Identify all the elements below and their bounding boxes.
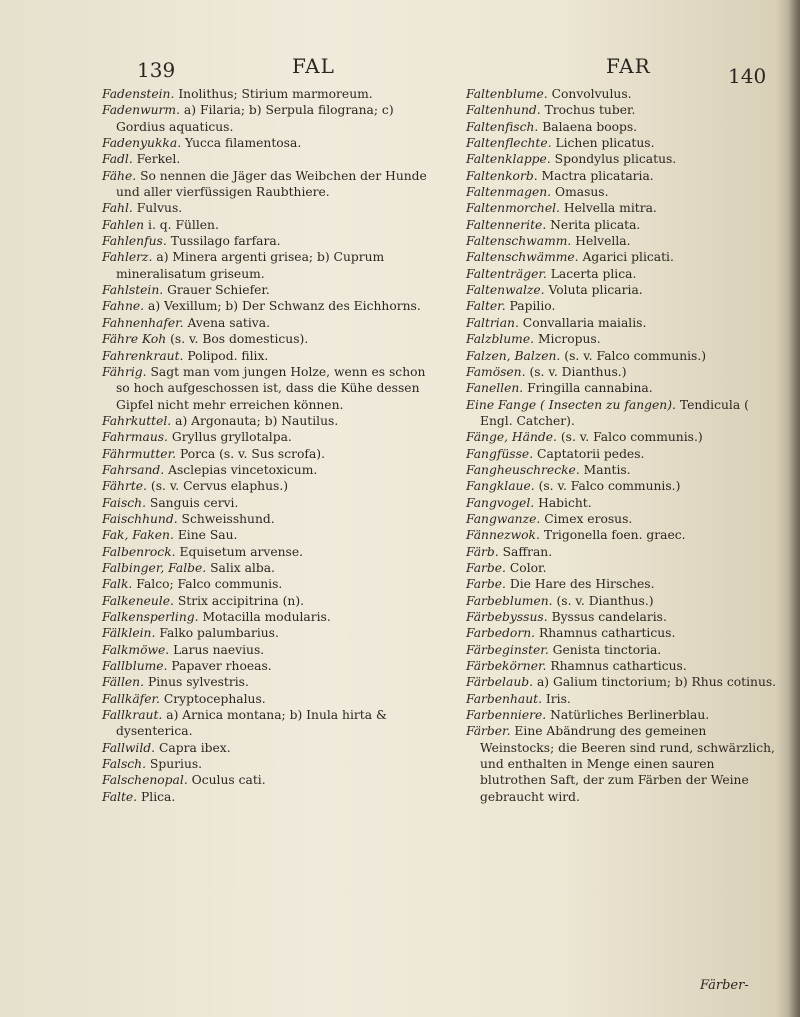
dictionary-entry: [466, 282, 784, 298]
dictionary-entry: [102, 495, 438, 511]
entry-definition: Schweisshund.: [181, 511, 275, 526]
dictionary-entry: [102, 168, 438, 201]
entry-definition: Equisetum arvense.: [179, 544, 304, 559]
dictionary-entry: [466, 119, 784, 135]
entry-definition: Grauer Schiefer.: [167, 283, 270, 298]
dictionary-entry: [102, 691, 438, 707]
entry-definition: (s. v. Falco communis.): [560, 430, 703, 445]
entry-definition: Yucca filamentosa.: [185, 136, 302, 151]
dictionary-entry: [102, 511, 438, 527]
entry-headword: Fallblume.: [102, 659, 168, 674]
dictionary-entry: [466, 560, 784, 576]
entry-headword: Fahrsand.: [102, 462, 165, 477]
dictionary-entry: [102, 413, 438, 429]
entry-headword: Farbenniere.: [466, 708, 547, 723]
entry-headword: Fährte.: [102, 479, 147, 494]
entry-headword: Fahlen: [102, 217, 145, 232]
dictionary-entry: [466, 249, 784, 265]
entry-headword: Falbenrock.: [102, 544, 176, 559]
entry-definition: (s. v. Cervus elaphus.): [150, 479, 289, 494]
entry-headword: Fadenstein.: [102, 87, 175, 101]
right-column: [466, 86, 784, 805]
entry-headword: Fangheuschrecke.: [466, 462, 580, 477]
dictionary-entry: [102, 527, 438, 543]
entry-headword: Falzen, Balzen.: [466, 348, 561, 363]
dictionary-entry: [102, 217, 438, 233]
catchword: Färber-: [700, 978, 749, 993]
dictionary-entry: [466, 233, 784, 249]
entry-definition: Saffran.: [502, 544, 553, 559]
dictionary-entry: [466, 298, 784, 314]
entry-headword: Fangfüsse.: [466, 446, 534, 461]
entry-definition: Habicht.: [538, 495, 592, 510]
dictionary-entry: [466, 511, 784, 527]
entry-headword: Faltenflechte.: [466, 136, 552, 151]
dictionary-entry: [466, 168, 784, 184]
entry-definition: Fulvus.: [136, 201, 183, 216]
running-head-left: FAL: [292, 54, 335, 78]
entry-headword: Fährig.: [102, 364, 147, 379]
entry-headword: Falbinger, Falbe.: [102, 560, 207, 575]
entry-headword: Falk.: [102, 577, 133, 592]
entry-definition: i. q. Füllen.: [148, 217, 219, 232]
entry-headword: Fadl.: [102, 152, 133, 167]
entry-headword: Faltenfisch.: [466, 119, 539, 134]
entry-headword: Fähre Koh: [102, 332, 167, 347]
entry-definition: Salix alba.: [210, 560, 275, 575]
entry-definition: Eine Sau.: [177, 528, 238, 543]
dictionary-entry: [466, 397, 784, 430]
dictionary-entry: [466, 723, 784, 805]
entry-definition: Sanguis cervi.: [149, 495, 239, 510]
dictionary-entry: [102, 364, 438, 413]
dictionary-entry: [102, 560, 438, 576]
dictionary-entry: [102, 593, 438, 609]
dictionary-entry: [102, 135, 438, 151]
entry-definition: Oculus cati.: [191, 773, 266, 788]
dictionary-entry: [466, 151, 784, 167]
entry-definition: Cryptocephalus.: [163, 691, 266, 706]
entry-definition: a) Argonauta; b) Nautilus.: [175, 413, 339, 428]
dictionary-entry: [102, 756, 438, 772]
entry-headword: Faltenblume.: [466, 87, 548, 101]
dictionary-entry: [102, 102, 438, 135]
entry-headword: Fahlenfus.: [102, 234, 167, 249]
entry-definition: Papilio.: [509, 299, 556, 314]
dictionary-entry: [102, 298, 438, 314]
entry-headword: Falte.: [102, 789, 138, 804]
entry-headword: Faltenhund.: [466, 103, 541, 118]
dictionary-entry: [466, 527, 784, 543]
dictionary-entry: [466, 331, 784, 347]
entry-definition: Micropus.: [537, 332, 601, 347]
entry-definition: Falko palumbarius.: [159, 626, 279, 641]
entry-headword: Fahnenhafer.: [102, 315, 184, 330]
entry-definition: Color.: [509, 560, 547, 575]
entry-definition: Mactra plicataria.: [541, 168, 654, 183]
dictionary-entry: [466, 495, 784, 511]
entry-definition: Spurius.: [149, 757, 203, 772]
entry-headword: Färbeginster.: [466, 642, 549, 657]
entry-definition: (s. v. Dianthus.): [556, 593, 654, 608]
entry-headword: Fährmutter.: [102, 446, 177, 461]
entry-definition: Larus naevius.: [173, 642, 265, 657]
dictionary-entry: [466, 642, 784, 658]
entry-headword: Faltenkorb.: [466, 168, 538, 183]
running-head-right: FAR: [606, 54, 651, 78]
entry-headword: Fällen.: [102, 675, 145, 690]
dictionary-entry: [102, 576, 438, 592]
dictionary-entry: [102, 249, 438, 282]
dictionary-entry: [466, 429, 784, 445]
entry-definition: Tendicula ( Engl. Catcher).: [480, 397, 749, 428]
entry-headword: Faischhund.: [102, 511, 178, 526]
entry-definition: Asclepias vincetoxicum.: [168, 462, 318, 477]
dictionary-entry: [102, 348, 438, 364]
entry-definition: (s. v. Bos domesticus).: [170, 332, 309, 347]
dictionary-entry: [102, 642, 438, 658]
entry-definition: Falco; Falco communis.: [136, 577, 283, 592]
dictionary-entry: [466, 217, 784, 233]
entry-definition: Helvella.: [575, 234, 631, 249]
entry-headword: Falzblume.: [466, 332, 535, 347]
dictionary-entry: [466, 184, 784, 200]
page-number-right: 140: [728, 64, 767, 88]
entry-definition: Trochus tuber.: [544, 103, 636, 118]
entry-definition: Mantis.: [583, 462, 631, 477]
entry-definition: Tussilago farfara.: [170, 234, 281, 249]
entry-definition: Omasus.: [555, 185, 609, 200]
entry-definition: Plica.: [141, 789, 176, 804]
left-column: [102, 86, 438, 805]
entry-definition: Die Hare des Hirsches.: [509, 577, 655, 592]
dictionary-entry: [466, 86, 784, 102]
entry-headword: Fangklaue.: [466, 479, 535, 494]
dictionary-entry: [466, 364, 784, 380]
entry-headword: Falter.: [466, 299, 506, 314]
entry-headword: Fahl.: [102, 201, 133, 216]
dictionary-entry: [102, 707, 438, 740]
entry-headword: Farbenhaut.: [466, 691, 542, 706]
entry-definition: a) Vexillum; b) Der Schwanz des Eichhorns.: [147, 299, 421, 314]
entry-headword: Färber.: [466, 724, 511, 739]
dictionary-entry: [466, 544, 784, 560]
dictionary-entry: [466, 691, 784, 707]
entry-headword: Fänge, Hände.: [466, 430, 557, 445]
entry-headword: Faisch.: [102, 495, 146, 510]
dictionary-entry: [466, 315, 784, 331]
entry-headword: Fadenyukka.: [102, 136, 182, 151]
entry-headword: Faltenmorchel.: [466, 201, 560, 216]
entry-headword: Fahlstein.: [102, 283, 164, 298]
entry-definition: a) Arnica montana; b) Inula hirta & dysenterica.: [116, 708, 387, 739]
entry-definition: Rhamnus catharticus.: [538, 626, 676, 641]
entry-definition: a) Minera argenti grisea; b) Cuprum mineralisatum griseum.: [116, 250, 385, 281]
entry-headword: Färb.: [466, 544, 499, 559]
entry-definition: Porca (s. v. Sus scrofa).: [179, 446, 325, 461]
entry-definition: Nerita plicata.: [550, 217, 641, 232]
entry-headword: Farbe.: [466, 560, 506, 575]
entry-headword: Faltenschwamm.: [466, 234, 572, 249]
entry-headword: Fanellen.: [466, 381, 524, 396]
entry-definition: Balaena boops.: [542, 119, 638, 134]
entry-definition: Natürliches Berlinerblau.: [550, 708, 710, 723]
entry-headword: Faltenmagen.: [466, 185, 552, 200]
entry-headword: Fangvogel.: [466, 495, 535, 510]
entry-headword: Fahlerz.: [102, 250, 153, 265]
entry-headword: Fahrkuttel.: [102, 413, 172, 428]
entry-definition: Lichen plicatus.: [555, 136, 655, 151]
entry-definition: Iris.: [545, 691, 571, 706]
entry-definition: Lacerta plica.: [550, 266, 637, 281]
dictionary-entry: [466, 348, 784, 364]
entry-definition: Captatorii pedes.: [537, 446, 645, 461]
dictionary-entry: [466, 135, 784, 151]
entry-headword: Fak, Faken.: [102, 528, 174, 543]
entry-headword: Faltenklappe.: [466, 152, 551, 167]
entry-headword: Famösen.: [466, 364, 526, 379]
dictionary-entry: [102, 789, 438, 805]
entry-headword: Faltrian.: [466, 315, 519, 330]
entry-definition: Sagt man vom jungen Holze, wenn es schon so hoch aufgeschossen ist, dass die Kühe dessen Gipfel nicht mehr erreichen können.: [116, 364, 426, 412]
dictionary-entry: [102, 429, 438, 445]
entry-definition: Convallaria maialis.: [522, 315, 647, 330]
entry-headword: Fännezwok.: [466, 528, 540, 543]
dictionary-entry: [466, 625, 784, 641]
entry-definition: Polipod. filix.: [187, 348, 269, 363]
entry-definition: (s. v. Falco communis.): [538, 479, 681, 494]
entry-headword: Falsch.: [102, 757, 146, 772]
dictionary-entry: [102, 86, 438, 102]
entry-definition: Helvella mitra.: [563, 201, 657, 216]
entry-definition: So nennen die Jäger das Weibchen der Hunde und aller vierfüssigen Raubthiere.: [116, 168, 427, 200]
dictionary-entry: [102, 772, 438, 788]
entry-definition: Motacilla modularis.: [202, 610, 331, 624]
entry-headword: Farbeblumen.: [466, 593, 553, 608]
dictionary-entry: [466, 658, 784, 674]
entry-definition: (s. v. Falco communis.): [564, 348, 707, 363]
page-edge: [788, 0, 800, 1017]
dictionary-entry: [466, 593, 784, 609]
entry-headword: Fallwild.: [102, 740, 156, 755]
entry-definition: Strix accipitrina (n).: [177, 593, 305, 608]
entry-definition: a) Galium tinctorium; b) Rhus cotinus.: [536, 675, 777, 690]
dictionary-entry: [102, 609, 438, 625]
entry-headword: Faltennerite.: [466, 217, 547, 232]
entry-headword: Fahrenkraut.: [102, 348, 184, 363]
entry-headword: Färbebyssus.: [466, 610, 548, 624]
entry-headword: Falkeneule.: [102, 593, 174, 608]
dictionary-entry: [466, 609, 784, 625]
entry-definition: Spondylus plicatus.: [554, 152, 677, 167]
dictionary-entry: [466, 200, 784, 216]
entry-definition: Convolvulus.: [551, 87, 632, 101]
entry-definition: a) Filaria; b) Serpula filograna; c) Gordius aquaticus.: [116, 103, 394, 134]
dictionary-entry: [102, 478, 438, 494]
dictionary-entry: [466, 266, 784, 282]
entry-definition: Cimex erosus.: [544, 511, 633, 526]
entry-headword: Faltenträger.: [466, 266, 547, 281]
entry-headword: Farbe.: [466, 577, 506, 592]
dictionary-entry: [466, 674, 784, 690]
dictionary-entry: [466, 446, 784, 462]
dictionary-entry: [102, 315, 438, 331]
entry-definition: Agarici plicati.: [582, 250, 674, 265]
entry-headword: Faltenwalze.: [466, 283, 545, 298]
dictionary-entry: [466, 478, 784, 494]
entry-headword: Fahne.: [102, 299, 145, 314]
dictionary-entry: [102, 233, 438, 249]
dictionary-entry: [466, 707, 784, 723]
entry-definition: (s. v. Dianthus.): [529, 364, 627, 379]
entry-definition: Gryllus gryllotalpa.: [171, 430, 292, 445]
entry-definition: Byssus candelaris.: [551, 610, 667, 624]
dictionary-entry: [102, 331, 438, 347]
dictionary-entry: [102, 625, 438, 641]
entry-definition: Avena sativa.: [187, 315, 270, 330]
entry-definition: Pinus sylvestris.: [147, 675, 249, 690]
entry-definition: Genista tinctoria.: [552, 642, 662, 657]
entry-definition: Rhamnus catharticus.: [550, 659, 687, 674]
entry-headword: Fälklein.: [102, 626, 156, 641]
entry-headword: Fallkraut.: [102, 708, 163, 723]
entry-headword: Färbelaub.: [466, 675, 534, 690]
dictionary-entry: [466, 380, 784, 396]
entry-headword: Eine Fange ( Insecten zu fangen).: [466, 397, 676, 412]
dictionary-entry: [466, 576, 784, 592]
entry-definition: Fringilla cannabina.: [527, 381, 653, 396]
entry-definition: Voluta plicaria.: [548, 283, 643, 298]
entry-definition: Inolithus; Stirium marmoreum.: [178, 87, 373, 101]
dictionary-entry: [102, 151, 438, 167]
entry-headword: Farbedorn.: [466, 626, 536, 641]
entry-definition: Ferkel.: [136, 152, 181, 167]
entry-headword: Falschenopal.: [102, 773, 188, 788]
page-number-left: 139: [137, 58, 176, 82]
dictionary-entry: [102, 674, 438, 690]
entry-headword: Faltenschwämme.: [466, 250, 579, 265]
entry-headword: Fahrmaus.: [102, 430, 168, 445]
dictionary-entry: [102, 462, 438, 478]
entry-definition: Papaver rhoeas.: [171, 659, 272, 674]
dictionary-entry: [466, 102, 784, 118]
dictionary-entry: [102, 658, 438, 674]
entry-headword: Falkmöwe.: [102, 642, 170, 657]
entry-headword: Fallkäfer.: [102, 691, 160, 706]
entry-headword: Färbekörner.: [466, 659, 547, 674]
entry-definition: Trigonella foen. graec.: [543, 528, 686, 543]
entry-headword: Fangwanze.: [466, 511, 541, 526]
dictionary-entry: [102, 282, 438, 298]
entry-definition: Capra ibex.: [159, 740, 231, 755]
entry-definition: Eine Abändrung des gemeinen Weinstocks; die Beeren sind rund, schwärzlich, und enthalten in Menge einen sauren blutrothen Saft, der zum Färben der Weine gebraucht wird.: [480, 724, 775, 804]
dictionary-entry: [102, 544, 438, 560]
dictionary-entry: [466, 462, 784, 478]
entry-headword: Falkensperling.: [102, 610, 199, 624]
dictionary-entry: [102, 740, 438, 756]
entry-headword: Fähe.: [102, 168, 137, 183]
dictionary-entry: [102, 200, 438, 216]
entry-headword: Fadenwurm.: [102, 103, 180, 118]
dictionary-entry: [102, 446, 438, 462]
